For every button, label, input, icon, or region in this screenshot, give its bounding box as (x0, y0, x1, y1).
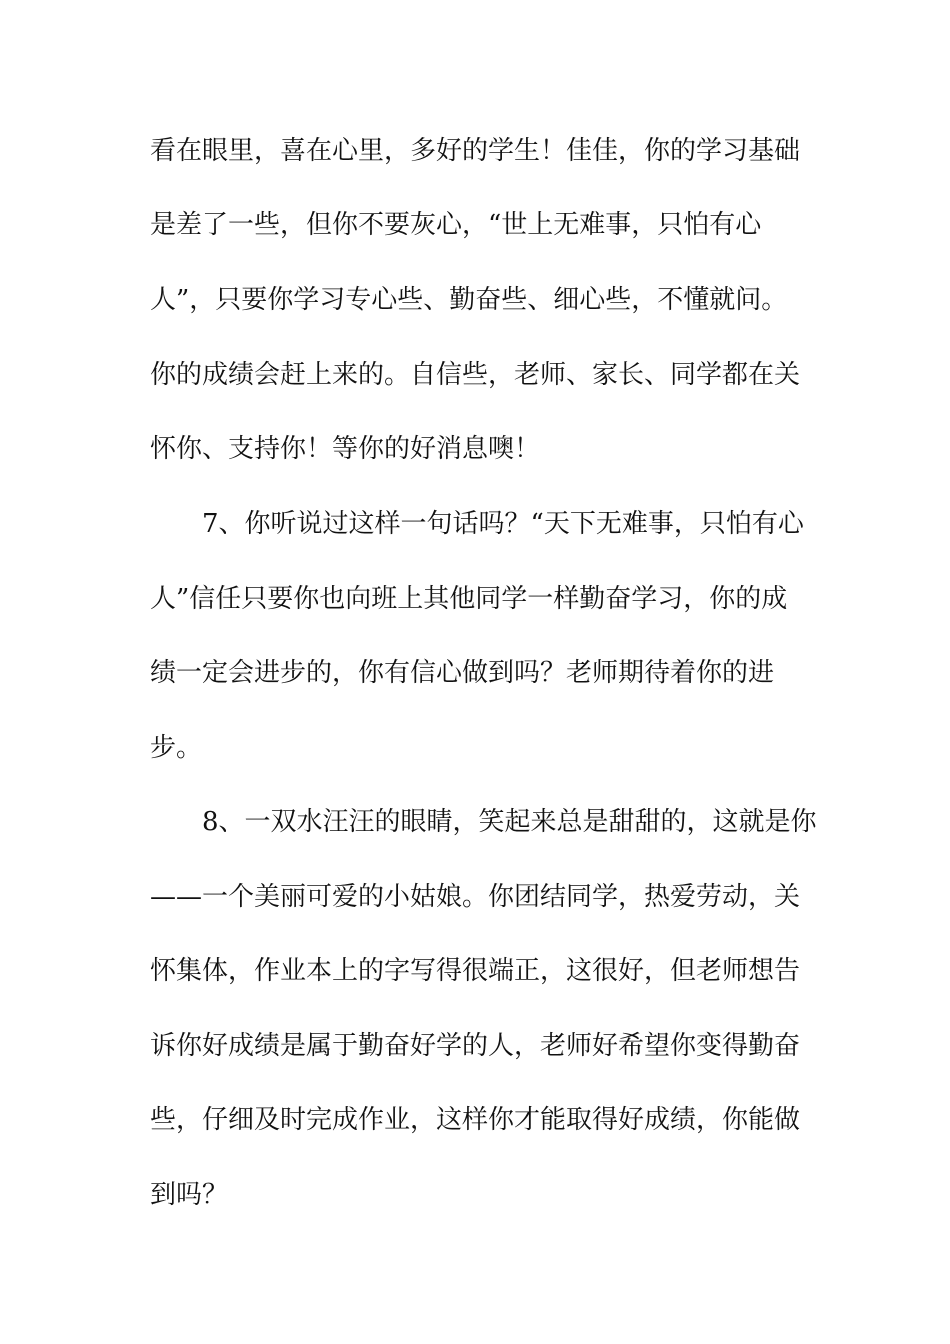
text-line: ——一个美丽可爱的小姑娘。你团结同学，热爱劳动，关 (150, 882, 801, 912)
text-line: 人”信任只要你也向班上其他同学一样勤奋学习，你的成 (150, 584, 788, 614)
text-line: 是差了一些，但你不要灰心，“世上无难事，只怕有心 (150, 210, 762, 240)
paragraph-7-start: 7、你听说过这样一句话吗？“天下无难事，只怕有心 (202, 509, 804, 539)
text-line: 人”，只要你学习专心些、勤奋些、细心些，不懂就问。 (150, 285, 788, 315)
text-line: 些，仔细及时完成作业，这样你才能取得好成绩，你能做 (150, 1105, 801, 1135)
text-line: 怀你、支持你！等你的好消息噢！ (150, 434, 541, 464)
text-line: 到吗？ (150, 1180, 229, 1210)
text-line: 诉你好成绩是属于勤奋好学的人，老师好希望你变得勤奋 (150, 1031, 801, 1061)
text-line: 你的成绩会赶上来的。自信些，老师、家长、同学都在关 (150, 360, 801, 390)
paragraph-8-start: 8、一双水汪汪的眼睛，笑起来总是甜甜的，这就是你 (202, 807, 817, 837)
text-line: 看在眼里，喜在心里，多好的学生！佳佳，你的学习基础 (150, 136, 801, 166)
text-line: 步。 (150, 733, 203, 763)
text-line: 绩一定会进步的，你有信心做到吗？老师期待着你的进 (150, 658, 775, 688)
text-line: 怀集体，作业本上的字写得很端正，这很好，但老师想告 (150, 956, 801, 986)
